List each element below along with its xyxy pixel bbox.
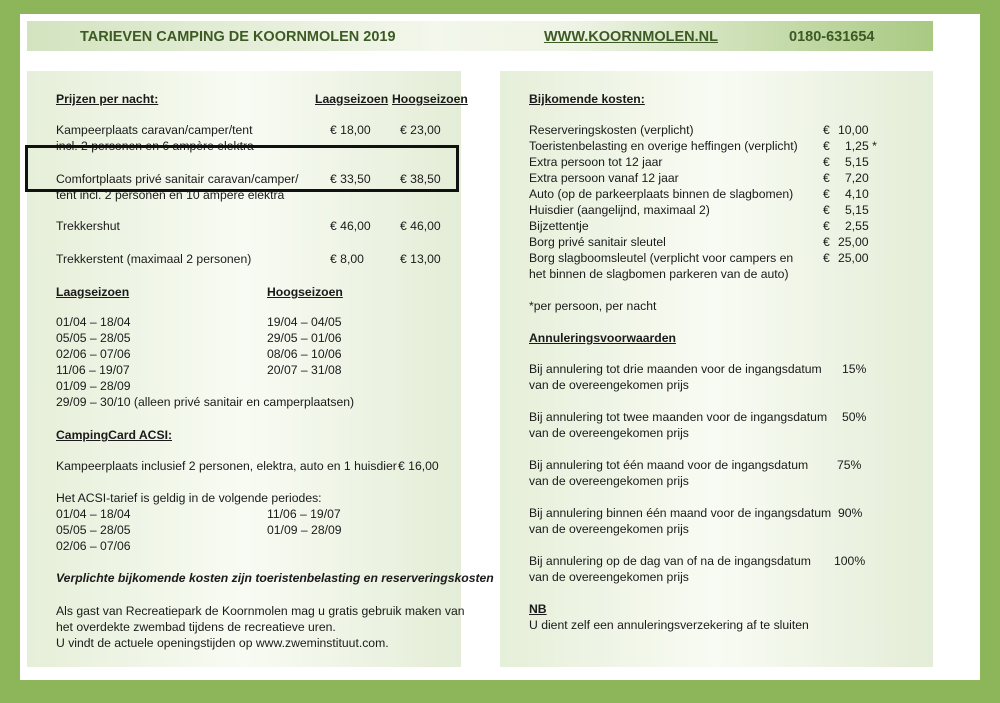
high-season-period: 20/07 – 31/08	[267, 363, 342, 377]
price-row-label: incl. 2 personen en 6 ampère elektra	[56, 139, 254, 153]
cancellation-line: van de overeengekomen prijs	[529, 522, 689, 536]
extra-item-label: het binnen de slagbomen parkeren van de auto)	[529, 267, 789, 281]
price-high: € 46,00	[400, 219, 441, 233]
cancellation-line: van de overeengekomen prijs	[529, 426, 689, 440]
low-season-heading: Laagseizoen	[56, 285, 130, 299]
extra-item-currency: €	[823, 171, 830, 185]
high-season-period: 19/04 – 04/05	[267, 315, 342, 329]
acsi-line: Kampeerplaats inclusief 2 personen, elektra, auto en 1 huisdier	[56, 459, 397, 473]
cancellation-pct: 75%	[837, 458, 862, 472]
extra-item-label: Auto (op de parkeerplaats binnen de slagbomen)	[529, 187, 794, 201]
extra-item-amount: 5,15	[845, 203, 869, 217]
acsi-heading: CampingCard ACSI:	[56, 428, 173, 442]
extra-item-amount: 5,15	[845, 155, 869, 169]
pool-note: U vindt de actuele openingstijden op www.zweminstituut.com.	[56, 636, 389, 650]
nb-text: U dient zelf een annuleringsverzekering af te sluiten	[529, 618, 809, 632]
extra-item-amount: 1,25 *	[845, 139, 877, 153]
low-season-period: 01/09 – 28/09	[56, 379, 131, 393]
price-low: € 18,00	[330, 123, 371, 137]
col-high-heading: Hoogseizoen	[392, 92, 468, 106]
extra-item-amount: 7,20	[845, 171, 869, 185]
price-low: € 33,50	[330, 172, 371, 186]
low-season-period: 02/06 – 07/06	[56, 347, 131, 361]
extra-footnote: *per persoon, per nacht	[529, 299, 657, 313]
price-high: € 13,00	[400, 252, 441, 266]
cancellation-pct: 100%	[834, 554, 866, 568]
cancellation-pct: 50%	[842, 410, 867, 424]
cancellation-heading: Annuleringsvoorwaarden	[529, 331, 676, 345]
cancellation-line: Bij annulering binnen één maand voor de ingangsdatum	[529, 506, 832, 520]
extra-item-currency: €	[823, 251, 830, 265]
price-low: € 46,00	[330, 219, 371, 233]
extra-item-currency: €	[823, 203, 830, 217]
high-season-heading: Hoogseizoen	[267, 285, 343, 299]
extra-item-label: Extra persoon tot 12 jaar	[529, 155, 663, 169]
extra-item-label: Extra persoon vanaf 12 jaar	[529, 171, 679, 185]
cancellation-line: Bij annulering tot drie maanden voor de ingangsdatum	[529, 362, 822, 376]
price-row-label: tent incl. 2 personen en 10 ampère elektra	[56, 188, 285, 202]
extra-item-label: Reserveringskosten (verplicht)	[529, 123, 694, 137]
cancellation-line: Bij annulering tot één maand voor de ingangsdatum	[529, 458, 809, 472]
low-season-period: 01/04 – 18/04	[56, 315, 131, 329]
prices-heading: Prijzen per nacht:	[56, 92, 159, 106]
extra-item-label: Borg privé sanitair sleutel	[529, 235, 666, 249]
cancellation-line: van de overeengekomen prijs	[529, 378, 689, 392]
cancellation-line: Bij annulering tot twee maanden voor de ingangsdatum	[529, 410, 828, 424]
price-high: € 38,50	[400, 172, 441, 186]
cancellation-line: van de overeengekomen prijs	[529, 570, 689, 584]
extra-item-amount: 25,00	[838, 235, 869, 249]
cancellation-pct: 90%	[838, 506, 863, 520]
extra-item-amount: 25,00	[838, 251, 869, 265]
extra-item-label: Borg slagboomsleutel (verplicht voor campers en	[529, 251, 794, 265]
price-row-label: Trekkershut	[56, 219, 120, 233]
acsi-period: 11/06 – 19/07	[267, 507, 341, 521]
website-link[interactable]: WWW.KOORNMOLEN.NL	[544, 29, 718, 45]
phone-number: 0180-631654	[789, 29, 875, 45]
cancellation-pct: 15%	[842, 362, 867, 376]
extra-item-amount: 2,55	[845, 219, 869, 233]
high-season-period: 08/06 – 10/06	[267, 347, 342, 361]
cancellation-line: Bij annulering op de dag van of na de ingangsdatum	[529, 554, 811, 568]
extra-item-label: Toeristenbelasting en overige heffingen (verplicht)	[529, 139, 798, 153]
acsi-price: € 16,00	[398, 459, 439, 473]
acsi-period: 05/05 – 28/05	[56, 523, 131, 537]
nb-heading: NB	[529, 602, 547, 616]
pool-note: Als gast van Recreatiepark de Koornmolen mag u gratis gebruik maken van	[56, 604, 465, 618]
low-season-period: 29/09 – 30/10 (alleen privé sanitair en camperplaatsen)	[56, 395, 355, 409]
price-row-label: Trekkerstent (maximaal 2 personen)	[56, 252, 252, 266]
high-season-period: 29/05 – 01/06	[267, 331, 342, 345]
mandatory-note: Verplichte bijkomende kosten zijn toeristenbelasting en reserveringskosten	[56, 571, 494, 585]
price-row-label: Comfortplaats privé sanitair caravan/camper/	[56, 172, 299, 186]
page-title: TARIEVEN CAMPING DE KOORNMOLEN 2019	[80, 29, 396, 45]
header-bar	[27, 21, 933, 51]
acsi-period: 01/09 – 28/09	[267, 523, 342, 537]
extra-item-currency: €	[823, 155, 830, 169]
col-low-heading: Laagseizoen	[315, 92, 389, 106]
extra-item-currency: €	[823, 139, 830, 153]
extra-heading: Bijkomende kosten:	[529, 92, 645, 106]
price-low: € 8,00	[330, 252, 364, 266]
extra-item-currency: €	[823, 187, 830, 201]
price-row-label: Kampeerplaats caravan/camper/tent	[56, 123, 253, 137]
acsi-periods-intro: Het ACSI-tarief is geldig in de volgende periodes:	[56, 491, 322, 505]
price-high: € 23,00	[400, 123, 441, 137]
extra-item-currency: €	[823, 219, 830, 233]
extra-item-label: Bijzettentje	[529, 219, 589, 233]
low-season-period: 05/05 – 28/05	[56, 331, 131, 345]
pool-note: het overdekte zwembad tijdens de recreatieve uren.	[56, 620, 336, 634]
extra-item-currency: €	[823, 235, 830, 249]
extra-item-amount: 4,10	[845, 187, 869, 201]
extra-item-amount: 10,00	[838, 123, 869, 137]
low-season-period: 11/06 – 19/07	[56, 363, 130, 377]
acsi-period: 01/04 – 18/04	[56, 507, 131, 521]
extra-item-label: Huisdier (aangelijnd, maximaal 2)	[529, 203, 710, 217]
extra-item-currency: €	[823, 123, 830, 137]
acsi-period: 02/06 – 07/06	[56, 539, 131, 553]
cancellation-line: van de overeengekomen prijs	[529, 474, 689, 488]
